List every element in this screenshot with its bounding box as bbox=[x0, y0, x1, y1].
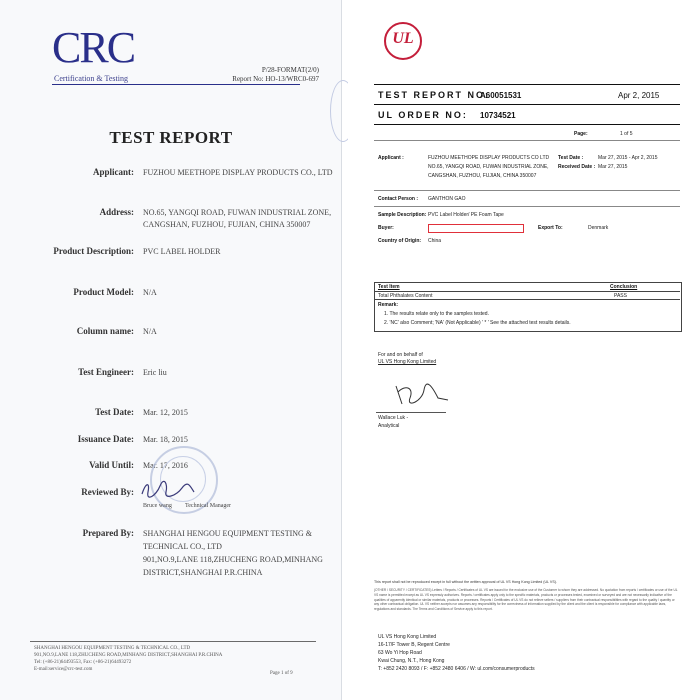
applicant-line: CANGSHAN, FUZHOU, FUJIAN, CHINA 350007 bbox=[428, 173, 537, 179]
ul-signature bbox=[392, 380, 452, 408]
export-value: Denmark bbox=[588, 225, 609, 231]
address-line: 63 Wo Yi Hop Road bbox=[378, 650, 422, 656]
prepared-by-line: DISTRICT,SHANGHAI P.R.CHINA bbox=[143, 568, 263, 577]
header-rule bbox=[374, 124, 680, 125]
applicant-value: FUZHOU MEETHOPE DISPLAY PRODUCTS CO., LTD bbox=[143, 168, 333, 177]
reviewer-signature bbox=[138, 478, 198, 500]
issuance-date-value: Mar. 18, 2015 bbox=[143, 435, 188, 444]
address-line: UL VS Hong Kong Limited bbox=[378, 634, 437, 640]
ul-order-no: 10734521 bbox=[480, 111, 516, 120]
reviewer-name: Bruce wang bbox=[143, 503, 172, 509]
prepared-by-line: TECHNICAL CO., LTD bbox=[143, 542, 222, 551]
column-name-value: N/A bbox=[143, 327, 157, 336]
footer-rule bbox=[30, 641, 316, 642]
contact-label: Contact Person : bbox=[378, 196, 419, 202]
page-number: Page 1 of 9 bbox=[270, 671, 293, 676]
test-date-value: Mar 27, 2015 - Apr 2, 2015 bbox=[598, 155, 658, 161]
crc-logo: CRC bbox=[52, 23, 135, 72]
ul-logo: UL bbox=[392, 30, 414, 47]
origin-value: China bbox=[428, 238, 442, 244]
received-date-label: Received Date : bbox=[558, 164, 596, 170]
behalf-line: For and on behalf of bbox=[378, 352, 423, 358]
section-rule bbox=[374, 190, 680, 191]
prepared-by-label: Prepared By: bbox=[82, 528, 134, 538]
terms-fine-print: (OTHER / SECURITY / CERTIFICATES) Letters / Reports / Certificates of UL VS are issued for the exclusive use of the Customer to whom they are addressed. No quotation from reports / certificates or use of the UL VS name is permitted except as UL VS expressly authorizes. Reports / certificates apply only to the specific materials, products or processes tested, examined or surveyed and are not necessarily indicative of the qualities of apparently identical or similar materials, products or processes. Reports / Certificates of UL VS do not relieve sellers / suppliers from their contractual responsibilities with regard to the quality / quantity or any other contractual obligation. UL VS neither accepts nor assumes any responsibility for the correctness of information supplied by the client and the client is responsible for compliance with applicable laws, regulations and standards. The Terms and Conditions of Service apply to this report. bbox=[374, 588, 678, 612]
test-date-value: Mar. 12, 2015 bbox=[143, 408, 188, 417]
behalf-line: UL VS Hong Kong Limited bbox=[378, 359, 437, 365]
table-rule bbox=[374, 291, 680, 292]
address-line: Kwai Chung, N.T., Hong Kong bbox=[378, 658, 445, 664]
footer-line: Tel: (+86-21)64493553, Fax: (+86-21)64493272 bbox=[34, 660, 132, 665]
issuance-date-label: Issuance Date: bbox=[77, 434, 134, 444]
product-description-label: Product Description: bbox=[53, 246, 134, 256]
sample-value: PVC Label Holder/ PE Foam Tape bbox=[428, 212, 504, 218]
remark-line: 1. The results relate only to the samples tested. bbox=[384, 311, 489, 317]
buyer-redaction-box bbox=[428, 224, 524, 233]
prepared-by-line: 901,NO.9,LANE 118,ZHUCHENG ROAD,MINHANG bbox=[143, 555, 323, 564]
valid-until-value: Mar. 17, 2016 bbox=[143, 461, 188, 470]
test-report-no-label: TEST REPORT NO: bbox=[378, 90, 491, 100]
applicant-label: Applicant : bbox=[378, 155, 404, 161]
section-rule bbox=[374, 206, 680, 207]
contact-value: GANTHON GAO bbox=[428, 196, 466, 202]
prepared-by-line: SHANGHAI HENGOU EQUIPMENT TESTING & bbox=[143, 529, 313, 538]
format-code: P/28-FORMAT(2/0) bbox=[261, 66, 319, 74]
test-date-label: Test Date: bbox=[95, 407, 134, 417]
sample-label: Sample Description: bbox=[378, 212, 427, 218]
page-title: TEST REPORT bbox=[109, 128, 233, 147]
address-line: NO.65, YANGQI ROAD, FUWAN INDUSTRIAL ZONE, bbox=[143, 208, 332, 217]
received-date-value: Mar 27, 2015 bbox=[598, 164, 628, 170]
footer-line: 901,NO.9,LANE 118,ZHUCHENG ROAD,MINHANG DISTRICT,SHANGHAI P.R.CHINA bbox=[34, 653, 223, 658]
column-name-label: Column name: bbox=[76, 326, 134, 336]
header-rule bbox=[52, 84, 300, 85]
table-header-conclusion: Conclusion bbox=[610, 284, 638, 290]
ul-order-no-label: UL ORDER NO: bbox=[378, 110, 468, 120]
address-line: CANGSHAN, FUZHOU, FUJIAN, CHINA 350007 bbox=[143, 220, 311, 229]
origin-label: Country of Origin: bbox=[378, 238, 422, 244]
test-engineer-label: Test Engineer: bbox=[78, 367, 134, 377]
table-header-test-item: Test Item bbox=[378, 284, 400, 290]
report-number: Report No: HO-13/WRC0-697 bbox=[232, 75, 319, 83]
crc-logo-subtitle: Certification & Testing bbox=[54, 74, 128, 83]
test-report-no: A60051531 bbox=[480, 91, 522, 100]
page-value: 1 of 5 bbox=[620, 131, 633, 137]
product-model-label: Product Model: bbox=[73, 287, 134, 297]
applicant-label: Applicant: bbox=[92, 167, 134, 177]
address-line: 16-17/F Tower B, Regent Centre bbox=[378, 642, 450, 648]
export-label: Export To: bbox=[538, 225, 563, 231]
table-cell-item: Total Phthalates Content bbox=[378, 293, 433, 299]
reproduction-notice: This report shall not be reproduced except in full without the written approval of UL VS Hong Kong Limited (UL VS). bbox=[374, 580, 557, 584]
test-date-label: Test Date : bbox=[558, 155, 584, 161]
test-engineer-value: Eric liu bbox=[143, 368, 167, 377]
crc-report-page bbox=[0, 0, 342, 700]
table-rule bbox=[374, 299, 680, 300]
address-label: Address: bbox=[99, 207, 134, 217]
signer-name: Wallace Luk - bbox=[378, 415, 409, 421]
remark-line: 2. 'NC' also Comment; 'NA' (Not Applicable) ' * ' See the attached test results details. bbox=[384, 320, 571, 326]
signature-rule bbox=[376, 412, 446, 413]
header-rule bbox=[374, 84, 680, 85]
footer-line: E-mail:service@crc-test.com bbox=[34, 667, 93, 672]
buyer-label: Buyer: bbox=[378, 225, 394, 231]
remark-label: Remark: bbox=[378, 302, 399, 308]
footer-line: SHANGHAI HENGOU EQUIPMENT TESTING & TECHNICAL CO., LTD bbox=[34, 646, 191, 651]
section-rule bbox=[374, 140, 680, 141]
product-model-value: N/A bbox=[143, 288, 157, 297]
valid-until-label: Valid Until: bbox=[89, 460, 134, 470]
reviewer-role: Technical Manager bbox=[185, 503, 232, 509]
page-label: Page: bbox=[574, 131, 588, 137]
product-description-value: PVC LABEL HOLDER bbox=[143, 247, 221, 256]
ul-report-page bbox=[348, 0, 700, 700]
address-line: T: +852 2420 8093 / F: +852 2480 6406 / W: ul.com/consumerproducts bbox=[378, 666, 535, 672]
reviewed-by-label: Reviewed By: bbox=[81, 487, 134, 497]
applicant-line: NO.65, YANGQI ROAD, FUWAN INDUSTRIAL ZONE, bbox=[428, 164, 549, 170]
table-cell-conclusion: PASS bbox=[614, 293, 627, 299]
report-date: Apr 2, 2015 bbox=[618, 91, 660, 100]
applicant-line: FUZHOU MEETHOPE DISPLAY PRODUCTS CO LTD bbox=[428, 155, 550, 161]
header-rule bbox=[374, 104, 680, 105]
signer-title: Analytical bbox=[378, 423, 400, 429]
